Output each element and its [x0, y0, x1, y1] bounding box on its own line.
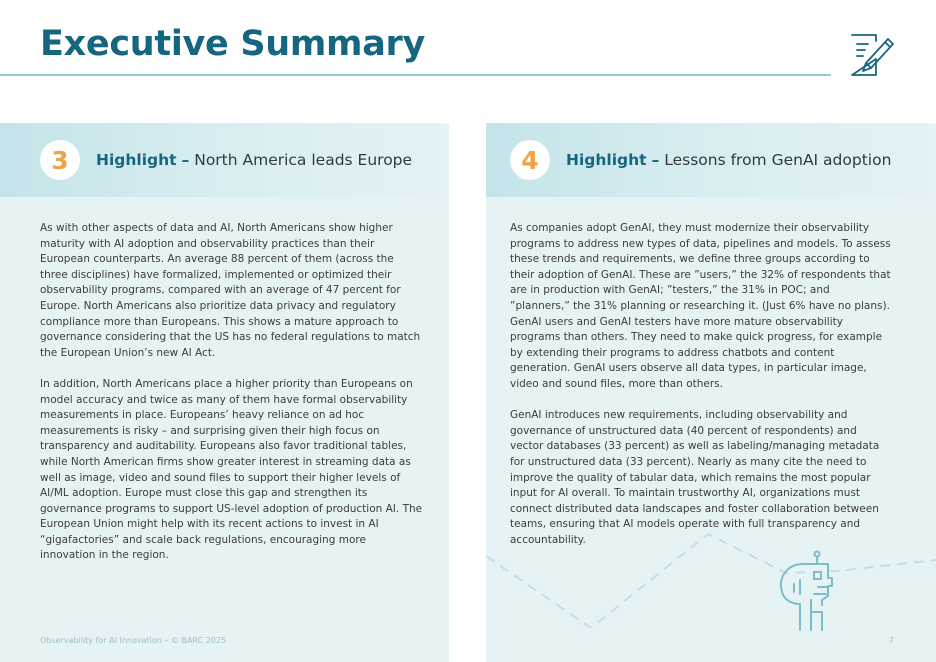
title-divider: [0, 74, 831, 76]
page-title: Executive Summary: [40, 24, 426, 64]
highlight-label: Highlight: [96, 151, 177, 169]
highlight-header: [486, 123, 936, 197]
highlight-number-badge: 3: [40, 140, 80, 180]
body-paragraph: As with other aspects of data and AI, North Americans show higher maturity with AI adoption and observability practices than their European counterparts. An average 88 percent of them (across the three disciplines) have formalized, implemented or optimized their observability programs, compared with an average of 47 percent for Europe. North Americans also prioritize data privacy and regulatory compliance more than Europeans. This shows a mature approach to governance considering that the US has no federal regulations to match the European Union’s new AI Act.: [40, 222, 421, 359]
body-paragraph: GenAI introduces new requirements, including observability and governance of unstructured data (40 percent of respondents) and vector databases (33 percent) as well as labeling/managing metadata for unstructured data (33 percent). Nearly as many cite the need to improve the quality of tabular data, which remains the most popular input for AI overall. To maintain trustworthy AI, organizations must connect distributed data landscapes and foster collaboration between teams, ensuring that AI models operate with full transparency and accountability.: [510, 409, 880, 546]
page-number: 7: [888, 636, 894, 645]
highlight-header: [0, 123, 449, 197]
footer-source: Observability for AI Innovation – © BARC 2025: [40, 636, 227, 645]
highlight-title: [96, 151, 412, 169]
document-pen-icon: [846, 31, 896, 79]
dashed-zigzag-decoration: [486, 528, 936, 628]
highlight-number-badge: 4: [510, 140, 550, 180]
body-paragraph: As companies adopt GenAI, they must modernize their observability programs to address new types of data, pipelines and models. To assess these trends and requirements, we define three groups according to their adoption of GenAI. These are ”users,” the 32% of respondents that are in production with GenAI; ”testers,” the 31% in POC; and ”planners,” the 31% planning or researching it. (Just 6% have no plans). GenAI users and GenAI testers have more mature observability programs than others. They need to make quick progress, for example by extending their programs to address chatbots and content generation. GenAI users observe all data types, in particular image, video and sound files, more than others.: [510, 222, 891, 390]
highlight-label: Highlight: [566, 151, 647, 169]
highlight-title: [566, 151, 891, 169]
highlight-body: [510, 221, 892, 564]
highlight-dash: –: [651, 151, 660, 169]
robot-face-icon: [774, 550, 846, 632]
highlight-panel-genai: [486, 123, 936, 662]
highlight-panel-north-america: [0, 123, 449, 662]
highlight-body: [40, 221, 424, 580]
highlight-title-text: North America leads Europe: [194, 151, 413, 169]
body-paragraph: In addition, North Americans place a higher priority than Europeans on model accuracy and twice as many of them have formal observability measurements in place. Europeans’ heavy reliance on ad hoc measurements is risky – and surprising given their high focus on transparency and auditability. Europeans also favor traditional tables, while North American firms show greater interest in streaming data as well as image, video and sound files to support their higher levels of AI/ML adoption. Europe must close this gap and strengthen its governance programs to support US-level adoption of production AI. The European Union might help with its recent actions to invest in AI “gigafactories” and scale back regulations, encouraging more innovation in the region.: [40, 377, 423, 562]
highlight-title-text: Lessons from GenAI adoption: [664, 151, 892, 169]
highlight-dash: –: [181, 151, 190, 169]
